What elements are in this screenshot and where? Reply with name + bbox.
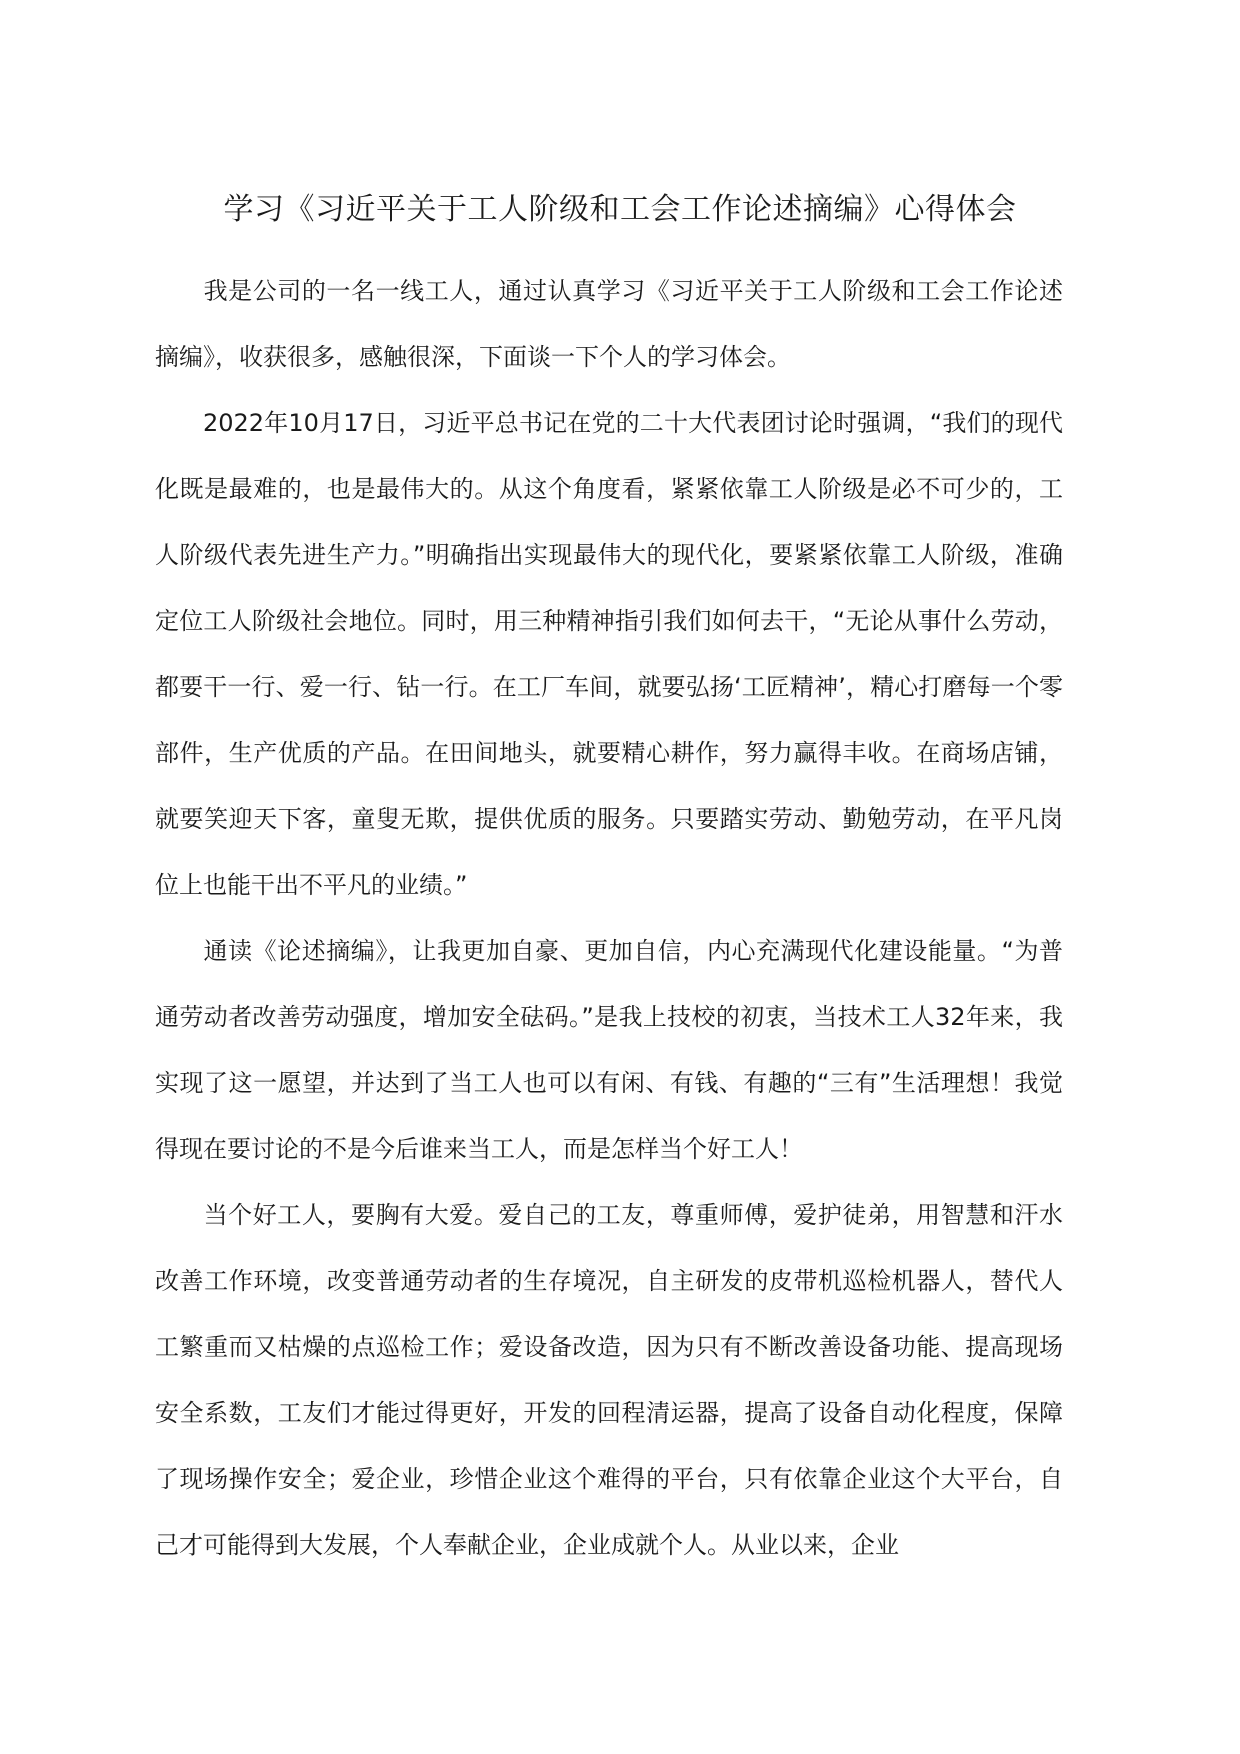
document-title: 学习《习近平关于工人阶级和工会工作论述摘编》心得体会 xyxy=(223,192,1017,227)
document-body xyxy=(155,258,1063,1578)
paragraph-text: 我是公司的一名一线工人，通过认真学习《习近平关于工人阶级和工会工作论述摘编》，收获很多，感触很深，下面谈一下个人的学习体会。 xyxy=(155,277,1063,371)
paragraph-reflection xyxy=(155,918,1063,1182)
paragraph-good-worker xyxy=(155,1182,1063,1578)
paragraph-text: 通读《论述摘编》，让我更加自豪、更加自信，内心充满现代化建设能量。“为普通劳动者改善劳动强度，增加安全砝码。”是我上技校的初衷，当技术工人32年来，我实现了这一愿望，并达到了当工人也可以有闲、有钱、有趣的“三有”生活理想！我觉得现在要讨论的不是今后谁来当工人，而是怎样当个好工人！ xyxy=(155,937,1063,1163)
paragraph-text: 2022年10月17日，习近平总书记在党的二十大代表团讨论时强调，“我们的现代化既是最难的，也是最伟大的。从这个角度看，紧紧依靠工人阶级是必不可少的，工人阶级代表先进生产力。”明确指出实现最伟大的现代化，要紧紧依靠工人阶级，准确定位工人阶级社会地位。同时，用三种精神指引我们如何去干，“无论从事什么劳动，都要干一行、爱一行、钻一行。在工厂车间，就要弘扬‘工匠精神’，精心打磨每一个零部件，生产优质的产品。在田间地头，就要精心耕作，努力赢得丰收。在商场店铺，就要笑迎天下客，童叟无欺，提供优质的服务。只要踏实劳动、勤勉劳动，在平凡岗位上也能干出不平凡的业绩。” xyxy=(155,409,1063,899)
paragraph-quote xyxy=(155,390,1063,918)
paragraph-intro xyxy=(155,258,1063,390)
paragraph-text: 当个好工人，要胸有大爱。爱自己的工友，尊重师傅，爱护徒弟，用智慧和汗水改善工作环境，改变普通劳动者的生存境况，自主研发的皮带机巡检机器人，替代人工繁重而又枯燥的点巡检工作；爱设备改造，因为只有不断改善设备功能、提高现场安全系数，工友们才能过得更好，开发的回程清运器，提高了设备自动化程度，保障了现场操作安全；爱企业，珍惜企业这个难得的平台，只有依靠企业这个大平台，自己才可能得到大发展，个人奉献企业，企业成就个人。从业以来，企业 xyxy=(155,1201,1063,1559)
